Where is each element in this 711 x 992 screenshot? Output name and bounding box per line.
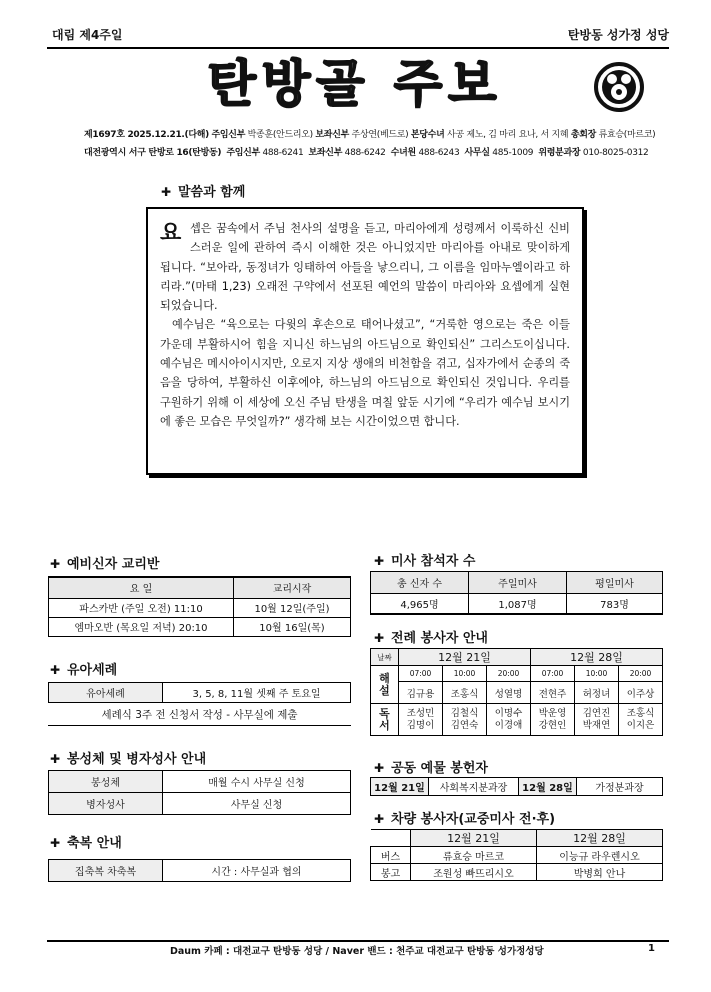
- table-row: 봉고 조원성 빠뜨리시오 박병희 안나: [371, 864, 663, 881]
- attendance-table: 총 신자 수 주일미사 평일미사 4,965명 1,087명 783명: [370, 571, 663, 615]
- offering-section-title: ✚ 공동 예물 봉헌자: [374, 761, 488, 776]
- cross-icon: ✚: [50, 557, 61, 571]
- table-header: 교리시작: [234, 577, 351, 598]
- word-section-title: ✚ 말씀과 함께: [161, 185, 246, 200]
- attendance-section-title: ✚ 미사 참석자 수: [374, 554, 476, 569]
- masthead-title: 탄방골 주보: [207, 55, 503, 113]
- reflection-paragraph-1: 셉은 꿈속에서 주님 천사의 설명을 듣고, 마리아에게 성령께서 이룩하신 신비스러운 일에 관하여 즉시 이해한 것은 아니었지만 마리아를 아내로 맞이하게 됩니다. “보아라, 동정녀가 잉태하여 아들을 낳으리니, 그 이름을 임마누엘이라고 하리라.”(마태 1,23) 오래전 구약에서 선포된 예언의 말씀이 마리아와 요셉에게 실현되었습니다.: [160, 222, 570, 313]
- liturgical-week: 대림 제4주일: [52, 28, 123, 42]
- top-divider: [47, 47, 669, 49]
- cross-icon: ✚: [374, 761, 385, 775]
- infant-baptism-section-title: ✚ 유아세례: [50, 663, 118, 678]
- lector-label: 독서: [371, 704, 399, 736]
- table-row: 4,965명 1,087명 783명: [371, 594, 663, 614]
- cross-icon: ✚: [374, 812, 385, 826]
- catechumen-section-title: ✚ 예비신자 교리반: [50, 557, 160, 572]
- cross-icon: ✚: [374, 631, 385, 645]
- table-row: 김규용 조홍식 성열명 전현주 허정녀 이주상: [371, 682, 663, 704]
- cross-icon: ✚: [50, 752, 61, 766]
- table-row: 봉성체 매월 수시 사무실 신청: [49, 771, 351, 793]
- blessing-section-title: ✚ 축복 안내: [50, 836, 122, 851]
- parish-logo-icon: [594, 62, 644, 112]
- parish-name: 탄방동 성가정 성당: [567, 28, 669, 42]
- cross-icon: ✚: [161, 185, 172, 199]
- table-header: 요 일: [49, 577, 234, 598]
- catechumen-table: [48, 576, 351, 637]
- cross-icon: ✚: [50, 663, 61, 677]
- liturgy-section-title: ✚ 전례 봉사자 안내: [374, 631, 488, 646]
- table-row: 12월 21일 사회복지분과장 12월 28일 가정분과장: [371, 778, 663, 796]
- vehicle-table: 12월 21일 12월 28일 버스 류효승 마르코 이능규 라우렌시오 봉고 조원성 빠뜨리시오 박병희 안나: [370, 829, 663, 881]
- footer-links: Daum 카페 : 대전교구 탄방동 성당 / Naver 밴드 : 천주교 대전교구 탄방동 성가정성당: [170, 946, 544, 957]
- table-row: 독서 조성민 김명이 김철식 김연숙 이명수 이경애 박운영 강현인 김연진 박재연 조홍식 이지은: [371, 704, 663, 736]
- table-row: 버스 류효승 마르코 이능규 라우렌시오: [371, 847, 663, 864]
- bulletin-info-line1: 제1697호 2025.12.21.(다해) 주임신부 박종훈(안드리오) 보좌신부 주상연(베드로) 본당수녀 사공 제노, 김 마리 요나, 서 지혜 총회장 류효승(마르코): [84, 130, 656, 140]
- bottom-divider: [47, 940, 669, 942]
- page-number: 1: [648, 943, 655, 954]
- blessing-table: 집축복 차축복 시간 : 사무실과 협의: [48, 859, 351, 882]
- word-reflection-box: [146, 207, 584, 475]
- sacrament-table: [48, 770, 351, 815]
- vehicle-section-title: ✚ 차량 봉사자(교중미사 전·후): [374, 812, 556, 827]
- reflection-paragraph-2: 예수님은 “육으로는 다윗의 후손으로 태어나셨고”, “거룩한 영으로는 죽은 이들 가운데 부활하시어 힘을 지니신 하느님의 아드님으로 확인되신” 그리스도이십니다. 예수님은 메시아이시지만, 오로지 지상 생애의 비천함을 겪고, 십자가에서 순종의 죽음을 당하여, 부활하신 이후에야, 하느님의 아드님으로 확인되신 것입니다. 우리를 구원하기 위해 이 세상에 오신 주님 탄생을 며칠 앞둔 시기에 “우리가 예수님 보시기에 좋은 모습은 무엇일까?” 생각해 보는 시간이었으면 합니다.: [160, 318, 570, 428]
- table-row: 병자성사 사무실 신청: [49, 793, 351, 815]
- table-row: 엠마오반 (목요일 저녁) 20:10 10월 16일(목): [49, 617, 351, 636]
- baptism-note: 세례식 3주 전 신청서 작성 - 사무실에 제출: [48, 704, 351, 726]
- offering-table: [370, 777, 663, 796]
- table-row: 파스카반 (주일 오전) 11:10 10월 12일(주일): [49, 598, 351, 617]
- sacrament-section-title: ✚ 봉성체 및 병자성사 안내: [50, 752, 207, 767]
- commentator-label: 해설: [371, 666, 399, 704]
- cross-icon: ✚: [374, 554, 385, 568]
- dropcap: 요: [160, 221, 182, 246]
- bulletin-info-line2: 대전광역시 서구 탄방로 16(탄방동) 주임신부 488-6241 보좌신부 488-6242 수녀원 488-6243 사무실 485-1009 위령분과장 010-8025-0312: [84, 148, 649, 158]
- liturgy-servers-table: 날짜 12월 21일 12월 28일 해설 07:00 10:00 20:00 07:00 10:00 20:00 김규용 조홍식 성열명 전현주 허정녀 이주상 독서 조성민 김명이 김철식 김연숙 이명수 이경애 박운영 강현인 김연진 박재연 조홍식 이지은: [370, 648, 663, 736]
- cross-icon: ✚: [50, 836, 61, 850]
- infant-baptism-table: 유아세례 3, 5, 8, 11월 셋째 주 토요일: [48, 682, 351, 703]
